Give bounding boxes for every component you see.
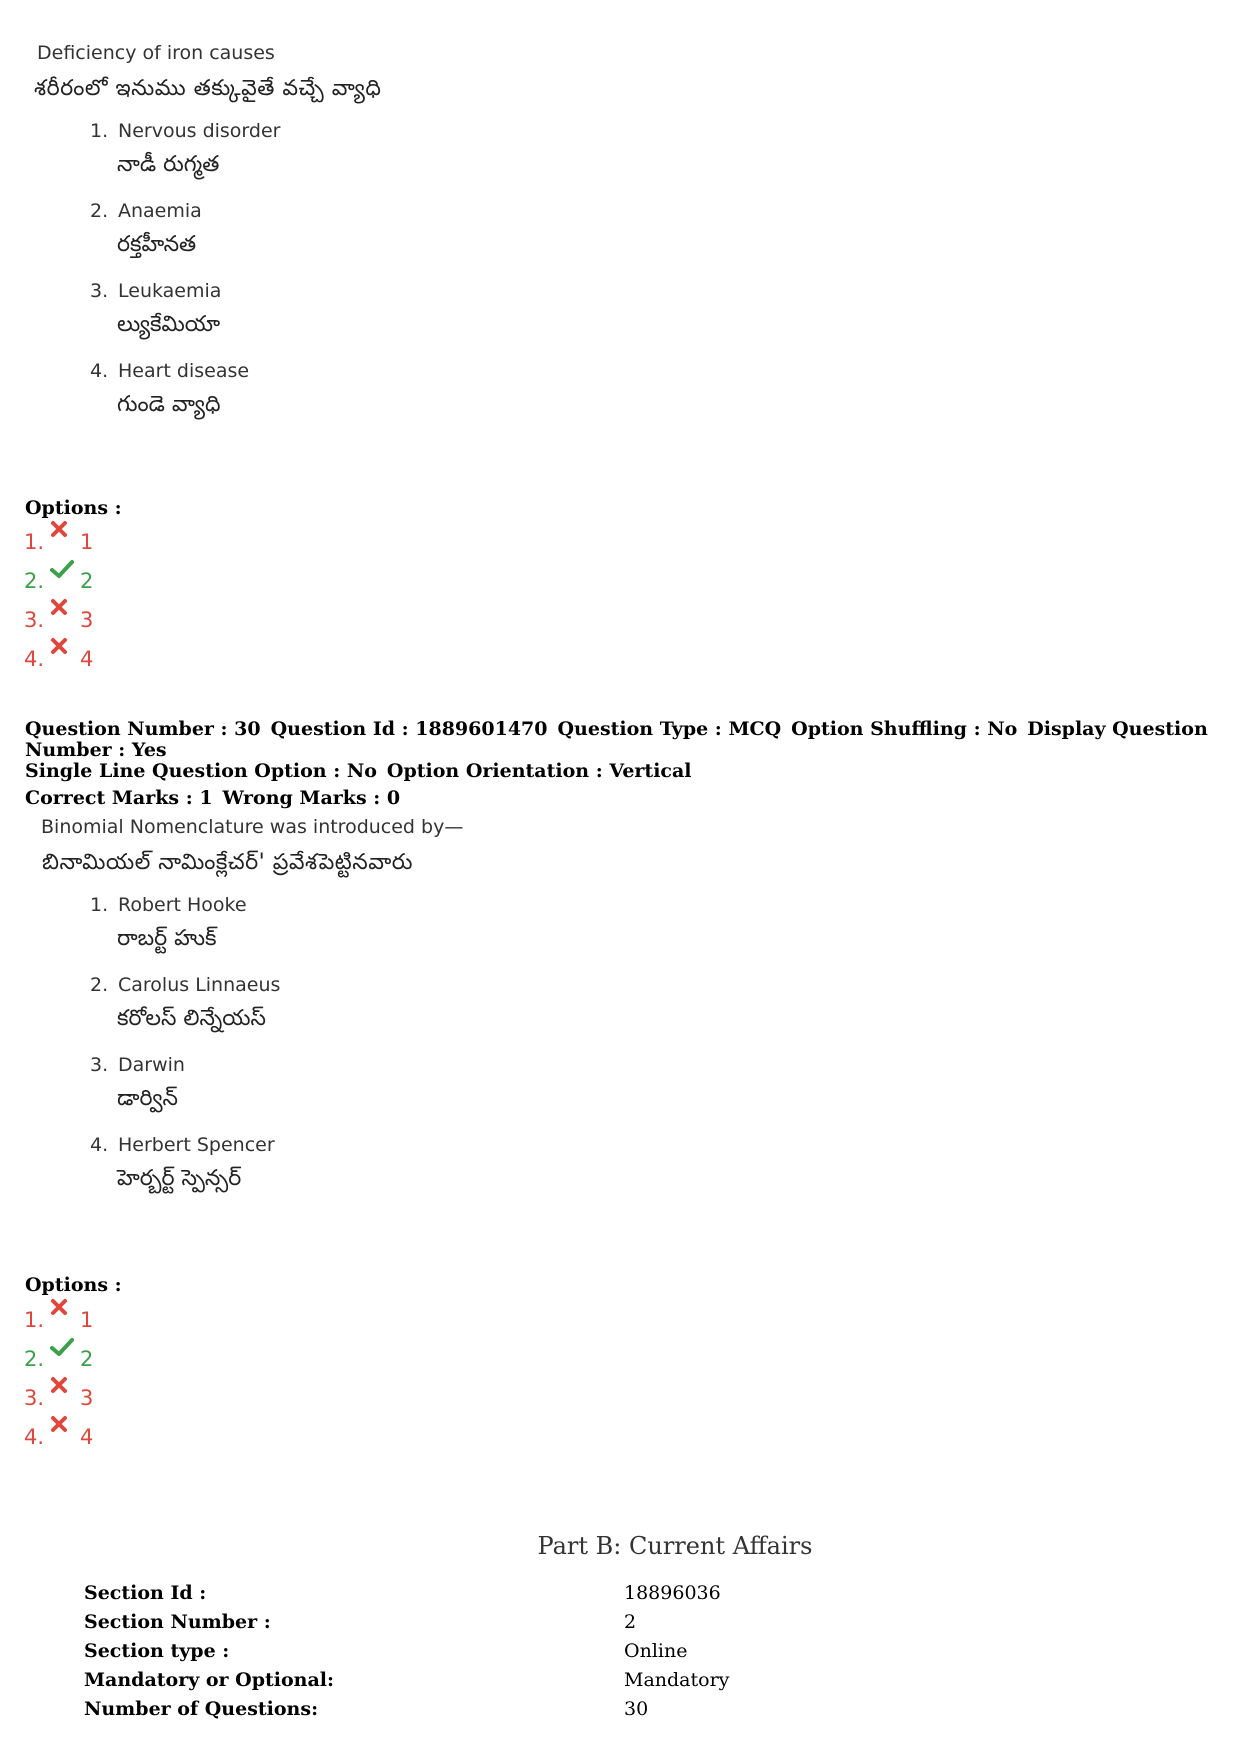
question-stem-english: Binomial Nomenclature was introduced by—: [41, 816, 464, 838]
answer-value: 3: [80, 1386, 94, 1410]
cross-icon: [50, 608, 76, 632]
question-option: [28, 1054, 488, 1116]
question-stem-english: Deficiency of iron causes: [37, 42, 275, 64]
option-telugu: హెర్బర్ట్ స్పెన్సర్: [117, 1166, 242, 1191]
question-option: [28, 360, 488, 422]
meta-field: Single Line Question Option : No: [25, 760, 377, 782]
answer-value: 1: [80, 530, 94, 554]
option-english: Herbert Spencer: [118, 1134, 275, 1156]
question-option: [28, 120, 488, 182]
cross-icon: [50, 1308, 76, 1332]
question-stem-telugu: శరీరంలో ఇనుము తక్కువైతే వచ్చే వ్యాధి: [34, 76, 382, 101]
meta-field: Question Number : 30: [25, 718, 261, 740]
section-info-row: [84, 1665, 729, 1694]
section-info-row: [84, 1636, 729, 1665]
section-info-key: Section Number :: [84, 1610, 271, 1633]
option-number: 3.: [90, 280, 109, 302]
cross-icon: [50, 1425, 76, 1449]
section-info-value: Mandatory: [624, 1668, 730, 1691]
section-title: Part B: Current Affairs: [537, 1532, 813, 1560]
option-telugu: రక్తహీనత: [117, 232, 197, 257]
section-info-value: 30: [624, 1697, 649, 1720]
question-option: [28, 280, 488, 342]
answer-number: 1.: [24, 1308, 45, 1332]
answer-option-3: [24, 608, 93, 632]
answer-value: 4: [80, 647, 94, 671]
answer-number: 2.: [24, 569, 45, 593]
option-english: Carolus Linnaeus: [118, 974, 281, 996]
meta-line-2: [25, 761, 1215, 782]
option-telugu: రాబర్ట్ హుక్: [117, 926, 217, 951]
option-english: Robert Hooke: [118, 894, 247, 916]
question-30-body: [28, 816, 488, 1214]
option-telugu: డార్విన్: [117, 1086, 179, 1111]
question-option: [28, 200, 488, 262]
meta-field: Question Id : 1889601470: [270, 718, 548, 740]
option-number: 4.: [90, 360, 109, 382]
answer-option-1: [24, 1308, 93, 1332]
answer-number: 3.: [24, 1386, 45, 1410]
option-telugu: కరోలస్ లిన్నేయస్: [117, 1006, 266, 1031]
section-info-value: 2: [624, 1610, 637, 1633]
answer-number: 3.: [24, 608, 45, 632]
answer-value: 2: [80, 1347, 94, 1371]
question-option-list: [28, 120, 488, 422]
answer-number: 4.: [24, 647, 45, 671]
cross-icon: [50, 647, 76, 671]
section-info-table: [84, 1578, 729, 1723]
section-info-row: [84, 1578, 729, 1607]
answer-value: 4: [80, 1425, 94, 1449]
question-option: [28, 1134, 488, 1196]
question-meta: [25, 719, 1215, 809]
answer-value: 1: [80, 1308, 94, 1332]
section-info-key: Section type :: [84, 1639, 230, 1662]
option-number: 2.: [90, 974, 109, 996]
option-telugu: గుండె వ్యాధి: [117, 392, 221, 417]
cross-icon: [50, 530, 76, 554]
meta-field: Display Question Number : Yes: [25, 718, 1208, 761]
answer-option-1: [24, 530, 93, 554]
check-icon: [50, 1347, 76, 1371]
meta-line-1: [25, 719, 1215, 761]
options-label: Options :: [25, 1274, 122, 1296]
section-info-row: [84, 1607, 729, 1636]
answer-option-2: [24, 1347, 93, 1371]
meta-field: Option Shuffling : No: [791, 718, 1018, 740]
option-english: Leukaemia: [118, 280, 222, 302]
answer-number: 2.: [24, 1347, 45, 1371]
question-option: [28, 894, 488, 956]
section-info-key: Number of Questions:: [84, 1697, 319, 1720]
section-info-row: [84, 1694, 729, 1723]
meta-line-3: [25, 788, 1215, 809]
section-info-value: 18896036: [624, 1581, 721, 1604]
option-telugu: ల్యుకేమియా: [117, 312, 221, 337]
cross-icon: [50, 1386, 76, 1410]
answer-option-3: [24, 1386, 93, 1410]
option-english: Darwin: [118, 1054, 185, 1076]
meta-field: Option Orientation : Vertical: [386, 760, 692, 782]
answer-value: 2: [80, 569, 94, 593]
answer-option-4: [24, 1425, 93, 1449]
section-info-key: Section Id :: [84, 1581, 207, 1604]
option-english: Heart disease: [118, 360, 250, 382]
option-number: 2.: [90, 200, 109, 222]
question-option-list: [28, 894, 488, 1196]
options-label: Options :: [25, 497, 122, 519]
question-29-body: [28, 42, 488, 440]
question-stem-telugu: బినామియల్ నామింక్లేచర్' ప్రవేశపెట్టినవారు: [42, 850, 413, 875]
option-english: Anaemia: [118, 200, 202, 222]
answer-number: 4.: [24, 1425, 45, 1449]
answer-value: 3: [80, 608, 94, 632]
meta-field: Question Type : MCQ: [557, 718, 782, 740]
answer-number: 1.: [24, 530, 45, 554]
answer-option-2: [24, 569, 93, 593]
section-info-value: Online: [624, 1639, 688, 1662]
meta-field: Wrong Marks : 0: [222, 787, 401, 809]
option-english: Nervous disorder: [118, 120, 281, 142]
option-telugu: నాడీ రుగ్మత: [117, 152, 220, 177]
section-info-key: Mandatory or Optional:: [84, 1668, 335, 1691]
option-number: 3.: [90, 1054, 109, 1076]
answer-option-4: [24, 647, 93, 671]
option-number: 1.: [90, 894, 109, 916]
option-number: 1.: [90, 120, 109, 142]
option-number: 4.: [90, 1134, 109, 1156]
meta-field: Correct Marks : 1: [25, 787, 213, 809]
check-icon: [50, 569, 76, 593]
question-option: [28, 974, 488, 1036]
